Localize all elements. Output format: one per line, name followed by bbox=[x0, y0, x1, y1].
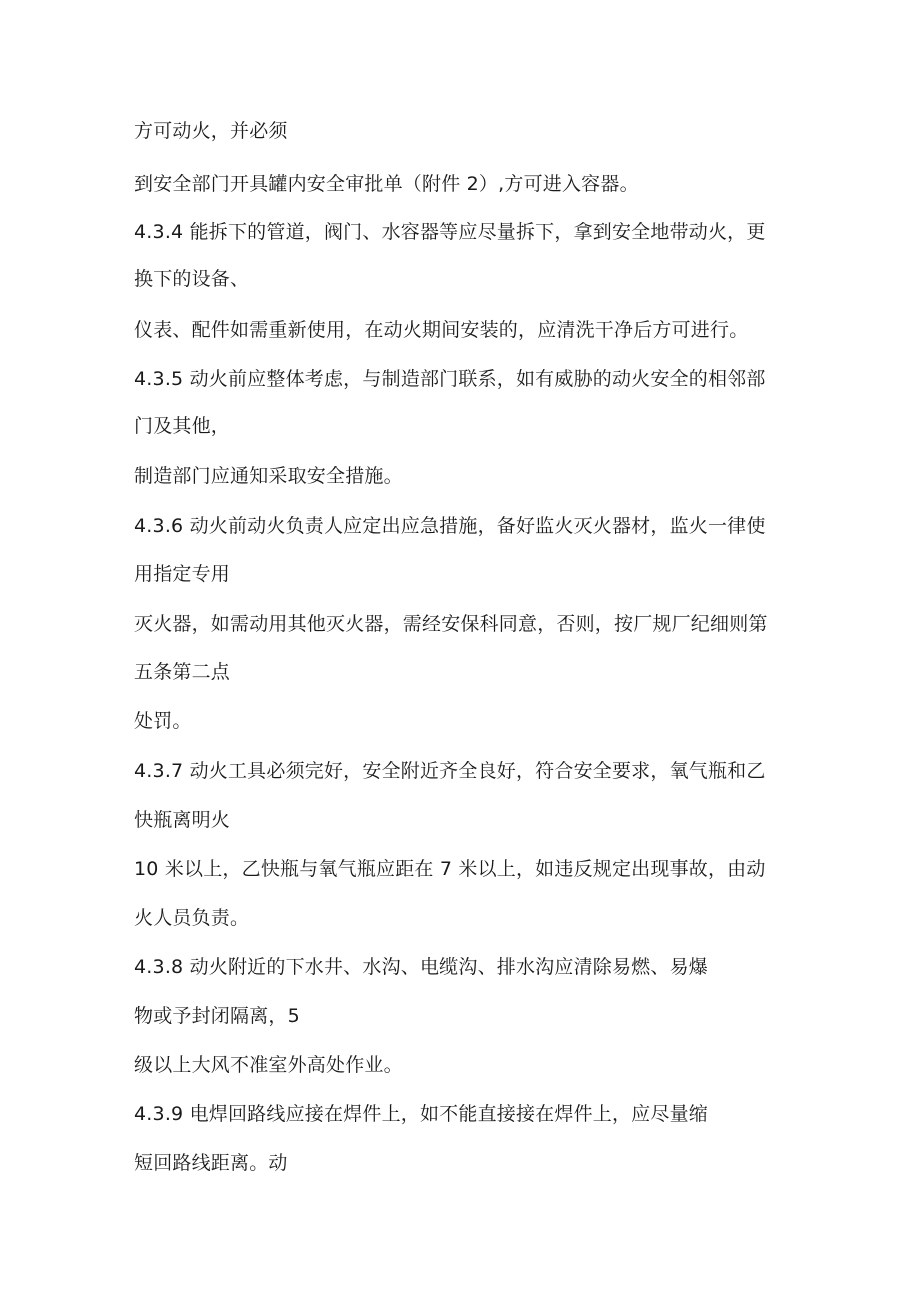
text-line: 4.3.9 电焊回路线应接在焊件上，如不能直接接在焊件上，应尽量缩 bbox=[134, 1103, 708, 1125]
text-line: 仪表、配件如需重新使用，在动火期间安装的，应清洗干净后方可进行。 bbox=[134, 319, 749, 341]
text-line: 4.3.6 动火前动火负责人应定出应急措施，备好监火灭火器材，监火一律使 bbox=[134, 515, 766, 537]
text-line: 4.3.8 动火附近的下水井、水沟、电缆沟、排水沟应清除易燃、易爆 bbox=[134, 956, 708, 978]
text-line: 10 米以上，乙快瓶与氧气瓶应距在 7 米以上，如违反规定出现事故，由动 bbox=[134, 858, 766, 880]
text-line: 物或予封闭隔离，5 bbox=[134, 1005, 300, 1027]
text-line: 处罚。 bbox=[134, 710, 192, 732]
text-line: 灭火器，如需动用其他灭火器，需经安保科同意，否则，按厂规厂纪细则第 bbox=[134, 613, 768, 635]
text-line: 4.3.4 能拆下的管道，阀门、水容器等应尽量拆下，拿到安全地带动火，更 bbox=[134, 221, 766, 243]
text-line: 火人员负责。 bbox=[134, 907, 250, 929]
text-line: 到安全部门开具罐内安全审批单（附件 2）,方可进入容器。 bbox=[134, 173, 639, 195]
text-line: 方可动火，并必须 bbox=[134, 120, 288, 142]
text-line: 用指定专用 bbox=[134, 563, 231, 585]
text-line: 4.3.5 动火前应整体考虑，与制造部门联系，如有威胁的动火安全的相邻部 bbox=[134, 368, 766, 390]
text-line: 级以上大风不准室外高处作业。 bbox=[134, 1054, 403, 1076]
text-line: 制造部门应通知采取安全措施。 bbox=[134, 465, 403, 487]
text-line: 换下的设备、 bbox=[134, 268, 250, 290]
text-line: 五条第二点 bbox=[134, 661, 231, 683]
text-line: 短回路线距离。动 bbox=[134, 1152, 288, 1174]
text-line: 门及其他， bbox=[134, 415, 231, 437]
text-line: 4.3.7 动火工具必须完好，安全附近齐全良好，符合安全要求，氧气瓶和乙 bbox=[134, 760, 766, 782]
text-line: 快瓶离明火 bbox=[134, 809, 231, 831]
